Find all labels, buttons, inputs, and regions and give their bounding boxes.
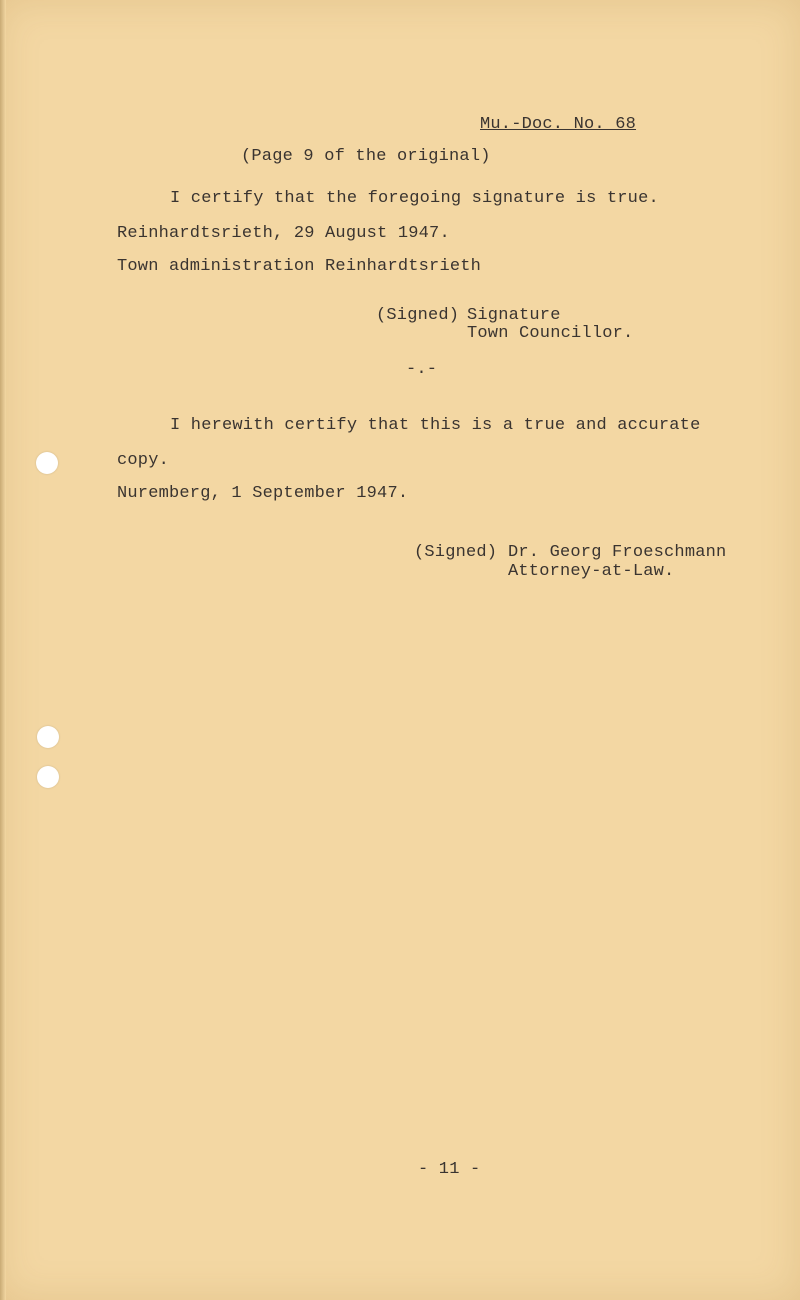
certify-line: I certify that the foregoing signature is true.: [170, 189, 659, 208]
title-1: Town Councillor.: [467, 324, 634, 343]
separator: -.-: [406, 360, 438, 379]
signed-label-2: (Signed): [414, 543, 498, 562]
page-note: (Page 9 of the original): [241, 147, 491, 166]
signed-label-1: (Signed): [376, 306, 460, 325]
place-date-2: Nuremberg, 1 September 1947.: [117, 484, 409, 503]
page-edge: [0, 0, 6, 1300]
title-2: Attorney-at-Law.: [508, 562, 675, 581]
copy-word: copy.: [117, 451, 170, 470]
page-number: - 11 -: [418, 1160, 481, 1179]
place-date-1: Reinhardtsrieth, 29 August 1947.: [117, 224, 450, 243]
punch-hole: [37, 766, 59, 788]
signature-2: Dr. Georg Froeschmann: [508, 543, 727, 562]
signature-1: Signature: [467, 306, 561, 325]
herewith-line: I herewith certify that this is a true and accurate: [170, 416, 701, 435]
doc-number: Mu.-Doc. No. 68: [480, 115, 637, 134]
punch-hole: [36, 452, 58, 474]
administration-line: Town administration Reinhardtsrieth: [117, 257, 482, 276]
punch-hole: [37, 726, 59, 748]
